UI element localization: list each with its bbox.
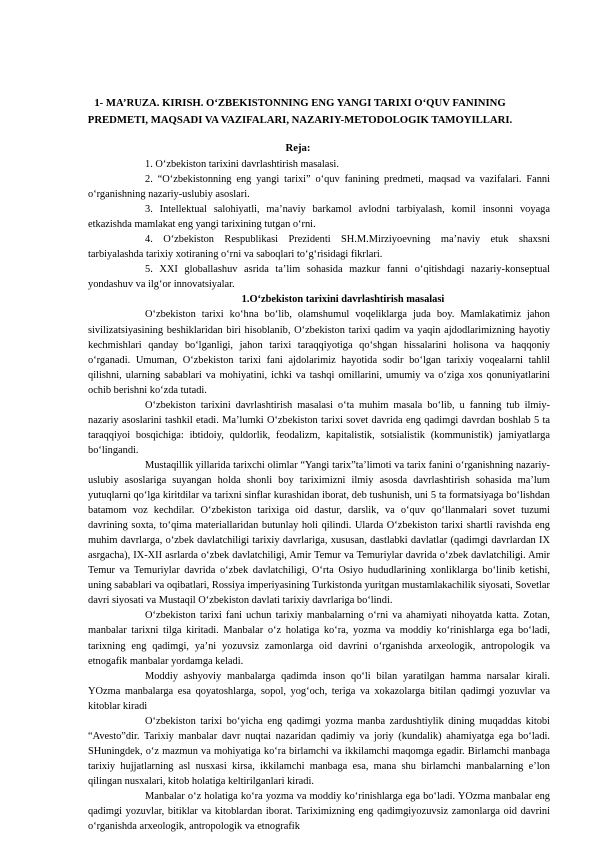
- paragraph: Mustaqillik yillarida tarixchi olimlar “Yangi tarix”ta’limoti va tarix fanini o‘rganishning nazariy-uslubiy asoslariga suyangan holda shonli boy tariximizni ilmiy asosda davrlashtirish sohasida ma’lum yutuqlarni qo‘lga kiritdilar va tarixni sinflar kurashidan iborat, deb tushunish, uni 5 ta formatsiyaga bo‘lishdan batamom voz kechdilar. O‘zbekiston tarixiga oid dastur, darslik, va o‘quv qo‘llanmalari sovet tuzumi davrining soxta, to‘qima materiallaridan butunlay holi qilindi. Ularda O‘zbekiston tarixi shartli ravishda eng muhim davrlarga, o‘zbek davlatchiligi tarixiy davrlariga, xususan, dastlabki davlatlar (qadimgi davrlardan IX asrgacha), IX-XII asrlarda o‘zbek davlatchiligi, Amir Temur va Temuriylar davrida o‘zbek davlatchiligi. Amir Temur va Temuriylar davrida o‘zbek davlatchiligi, O‘rta Osiyo hududlarining xonliklarga bo‘linib ketishi, uning sabablari va oqibatlari, Rossiya imperiyasining Turkistonda yuritgan mustamlakachilik siyosati, Sovetlar davri siyosati va Mustaqil O‘zbekiston davlati tarixiy davrlariga bo‘lindi.: [88, 459, 550, 607]
- paragraph: O‘zbekiston tarixi ko‘hna bo‘lib, olamshumul voqeliklarga juda boy. Mamlakatimiz jahon sivilizatsiyasining beshiklaridan biri hisoblanib, O‘zbekiston tarixi qadim va yaqin ajdodlarimizning hayotiy kechmishlari qanday bo‘lganligi, jahon tarixi taraqqiyotiga qo‘shgan hissalarini holisona va haqqoniy o‘rganadi. Umuman, O‘zbekiston tarixi fani ajdolarimiz hayotida sodir bo‘lgan tarixiy voqealarni tahlil qilishni, ularning sabablari va mohiyatini, ichki va tashqi omillarini, umumiy va o‘ziga xos qonuniyatlarini ochib berishni ko‘zda tutadi.: [88, 309, 550, 396]
- plan-heading: Reja:: [285, 142, 311, 154]
- paragraph: Moddiy ashyoviy manbalarga qadimda inson qo‘li bilan yaratilgan hamma narsalar kirali. YOzma manbalarga esa qoyatoshlarga, sopol, yog‘och, teriga va xokazolarga bitilan qadimgi yozuvlar va kitoblar kiradi: [88, 670, 550, 712]
- plan-item: 4. O‘zbekiston Respublikasi Prezidenti SH.M.Mirziyoevning ma’naviy etuk shaxsni tarbiyalashda tarixiy xotiraning o‘rni va saboqlari to‘g‘risidagi fikrlari.: [88, 234, 550, 261]
- paragraph: O‘zbekiston tarixi bo‘yicha eng qadimgi yozma manba zardushtiylik dining muqaddas kitobi “Avesto”dir. Tarixiy manbalar davr nuqtai nazaridan qadimiy va joriy (kundalik) ahamiyatga ega bo‘ladi. SHuningdek, o‘z mazmun va mohiyatiga ko‘ra birlamchi va ikkilamchi maqomga egadir. Birlamchi manbaga tarixiy hujjatlarning asl nusxasi kirsa, ikkilamchi manbaga esa, mana shu birlamchi manbalarning e’lon qilingan nusxalari, kitob holatiga keltirilganlari kiradi.: [88, 715, 550, 787]
- plan-item: 3. Intellektual salohiyatli, ma’naviy barkamol avlodni tarbiyalash, komil insonni voyaga etkazishda mamlakat eng yangi tarixining tutgan o‘rni.: [88, 204, 550, 231]
- plan-item: 1. O‘zbekiston tarixini davrlashtirish masalasi.: [145, 159, 339, 170]
- paragraph: O‘zbekiston tarixini davrlashtirish masalasi o‘ta muhim masala bo‘lib, u fanning tub ilmiy-nazariy asoslarini tashkil etadi. Ma’lumki O‘zbekiston tarixi sovet davrida eng qadimgi davrdan boshlab 5 ta taraqqiyoi bosqichiga: ibtidoiy, quldorlik, feodalizm, kapitalistik, sotsialistik (kommunistik) jamiyatlarga bo‘lingandi.: [88, 399, 550, 456]
- paragraph: Manbalar o‘z holatiga ko‘ra yozma va moddiy ko‘rinishlarga ega bo‘ladi. YOzma manbalar eng qadimgi yozuvlar, bitiklar va kitoblardan iborat. Tariximizning eng qadimgiyozuvsiz zamonlarga oid davrini o‘rganishda arxeologik, antropologik va etnografik: [88, 790, 550, 833]
- paragraph: O‘zbekiston tarixi fani uchun tarixiy manbalarning o‘rni va ahamiyati nihoyatda katta. Zotan, manbalar tarixni tilga kiritadi. Manbalar o‘z holatiga ko‘ra, yozma va moddiy ko‘rinishlarga ega bo‘ladi, tarixning eng qadimgi, ya’ni yozuvsiz zamonlarga oid davrini o‘rganishda arxeologik, antropologik va etnogafik manbalar yordamga keladi.: [88, 610, 550, 667]
- lecture-title: 1- MA’RUZA. KIRISH. O‘ZBEKISTONNING ENG YANGI TARIXI O‘QUV FANINING PREDMETI, MAQSADI VA VAZIFALARI, NAZARIY-METODOLOGIK TAMOYILLARI.: [87, 97, 513, 126]
- plan-item: 5. XXI globallashuv asrida ta’lim sohasida mazkur fanni o‘qitishdagi nazariy-konseptual yondashuv va ilg‘or innovatsiyalar.: [88, 264, 550, 291]
- document-body: [88, 157, 550, 834]
- plan-item: 2. “O‘zbekistonning eng yangi tarixi” o‘quv fanining predmeti, maqsad va vazifalari. Fanni o‘rganishning nazariy-uslubiy asoslari.: [88, 174, 550, 201]
- section-heading: 1.O‘zbekiston tarixini davrlashtirish masalasi: [241, 294, 445, 306]
